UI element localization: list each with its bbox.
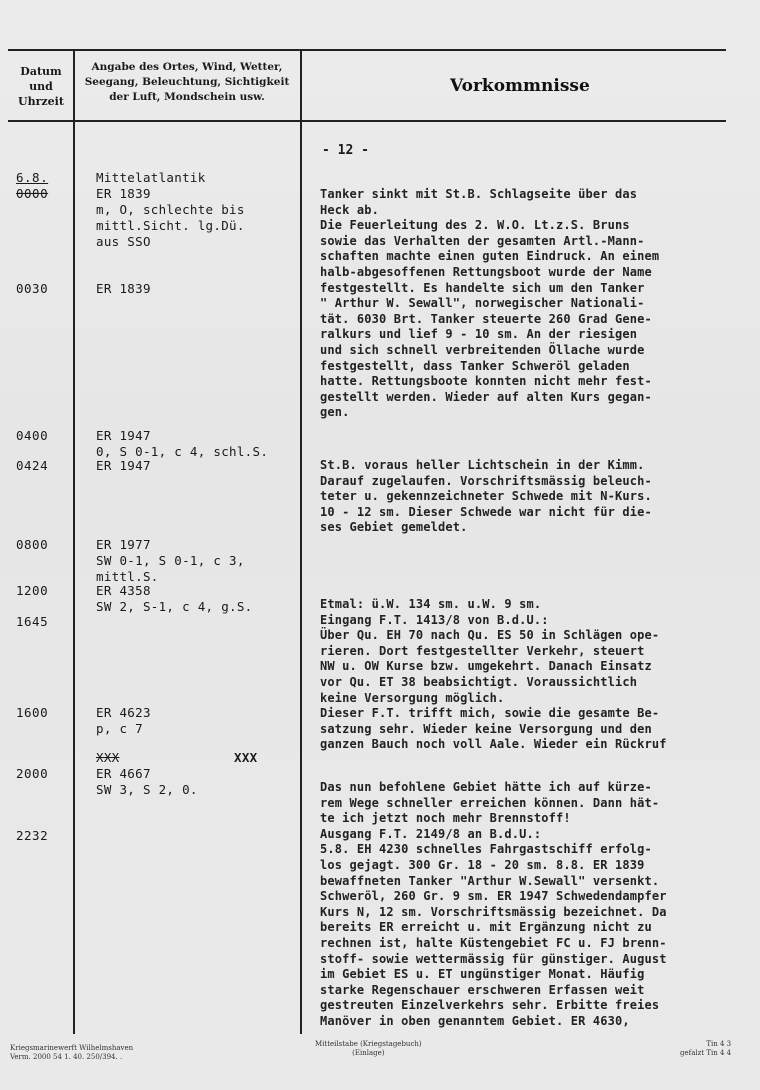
time-entry: 0424 — [16, 458, 49, 473]
place-weather-entry: Mittelatlantik ER 1839 m, O, schlechte bis mittl.Sicht. lg.Dü. aus SSO — [96, 170, 245, 249]
time-entry: 0030 — [16, 281, 49, 296]
column-divider-1 — [73, 49, 75, 1034]
time-entry: 0000 — [16, 186, 49, 201]
time-entry: 2232 — [16, 828, 49, 843]
time-entry: 2000 — [16, 766, 49, 781]
event-entry: Das nun befohlene Gebiet hätte ich auf kürze- rem Wege schneller erreichen können. Dann hät- te ich jetzt noch mehr Brennstoff! Ausgang F.T. 2149/8 an B.d.U.: 5.8. EH 4230 schnelles Fahrgastschiff erfolg- los gejagt. 300 Gr. 18 - 20 sm. 8.8. ER 1839 bewaffneten Tanker "Arthur W.Sewall" versenkt. Schweröl, 260 Gr. 9 sm. ER 1947 Schwedendampfer Kurs N, 12 sm. Vorschriftsmässig bezeichnet. Da bereits ER erreicht u. mit Ergänzung nicht zu rechnen ist, halte Küstengebiet FC u. FJ brenn- stoff- sowie wettermässig für günstiger. August im Gebiet ES u. ET ungünstiger Monat. Häufig starke Regenschauer erschweren Erfassen weit gestreuten Einzelverkehrs sehr. Erbitte freies Manöver in oben genanntem Gebiet. ER 4630, — [320, 780, 667, 1028]
time-entry: 6.8. — [16, 170, 49, 185]
place-weather-entry: ER 1947 — [96, 458, 151, 473]
place-weather-entry: ER 1839 — [96, 281, 151, 296]
time-entry: 1600 — [16, 705, 49, 720]
place-weather-entry: ER 1977 SW 0-1, S 0-1, c 3, mittl.S. — [96, 537, 245, 584]
time-entry: 1200 — [16, 583, 49, 598]
time-entry: 1645 — [16, 614, 49, 629]
place-weather-entry: ER 4667 SW 3, S 2, 0. — [96, 766, 198, 797]
event-entry: St.B. voraus heller Lichtschein in der Kimm. Darauf zugelaufen. Vorschriftsmässig beleuch- teter u. gekennzeichneter Schwede mit N-Kurs. 10 - 12 sm. Dieser Schwede war nicht für die- ses Gebiet gemeldet. — [320, 458, 652, 535]
footer-form-number: Tin 4 3 gefalzt Tin 4 4 — [680, 1040, 732, 1057]
header-events: Vorkommnisse — [450, 76, 590, 96]
time-entry: 0400 — [16, 428, 49, 443]
crossed-out-mark: XXX — [234, 750, 258, 765]
header-date-time: Datum und Uhrzeit — [18, 65, 64, 108]
page-number: - 12 - — [322, 143, 369, 158]
header-top-rule — [8, 49, 726, 51]
place-weather-entry: ER 1947 0, S 0-1, c 4, schl.S. — [96, 428, 269, 459]
place-weather-entry: ER 4623 p, c 7 — [96, 705, 151, 736]
header-place-weather: Angabe des Ortes, Wind, Wetter, Seegang, Beleuchtung, Sichtigkeit der Luft, Mondschein usw. — [84, 61, 290, 103]
crossed-out-entry: XXX — [96, 750, 120, 765]
column-divider-2 — [300, 49, 302, 1034]
time-entry: 0800 — [16, 537, 49, 552]
header-bottom-rule — [8, 120, 726, 122]
event-entry: Tanker sinkt mit St.B. Schlagseite über das Heck ab. Die Feuerleitung des 2. W.O. Lt.z.S. Bruns sowie das Verhalten der gesamten Artl.-Mann- schaften machte einen guten Eindruck. An einem halb-abgesoffenen Rettungsboot wurde der Name festgestellt. Es handelte sich um den Tanker " Arthur W. Sewall", norwegischer Nationali- tät. 6030 Brt. Tanker steuerte 260 Grad Gene- ralkurs und lief 9 - 10 sm. An der riesigen und sich schnell verbreitenden Öllache wurde festgestellt, dass Tanker Schweröl geladen hatte. Rettungsboote konnten nicht mehr fest- gestellt werden. Wieder auf alten Kurs gegan- gen. — [320, 187, 660, 420]
footer-form-title: Mitteilstabe (Kriegstagebuch) (Einlage) — [315, 1040, 422, 1057]
footer-print-info: Kriegsmarinewerft Wilhelmshaven Verm. 2000 54 1. 40. 250/394. . — [10, 1044, 134, 1061]
place-weather-entry: ER 4358 SW 2, S-1, c 4, g.S. — [96, 583, 253, 614]
event-entry: Etmal: ü.W. 134 sm. u.W. 9 sm. Eingang F.T. 1413/8 von B.d.U.: Über Qu. EH 70 nach Qu. ES 50 in Schlägen ope- rieren. Dort festgestellter Verkehr, steuert NW u. OW Kurse bzw. umgekehrt. Danach Einsatz vor Qu. ET 38 beabsichtigt. Voraussichtlich keine Versorgung möglich. Dieser F.T. trifft mich, sowie die gesamte Be- satzung sehr. Wieder keine Versorgung und den ganzen Bauch noch voll Aale. Wieder ein Rückruf — [320, 597, 667, 752]
